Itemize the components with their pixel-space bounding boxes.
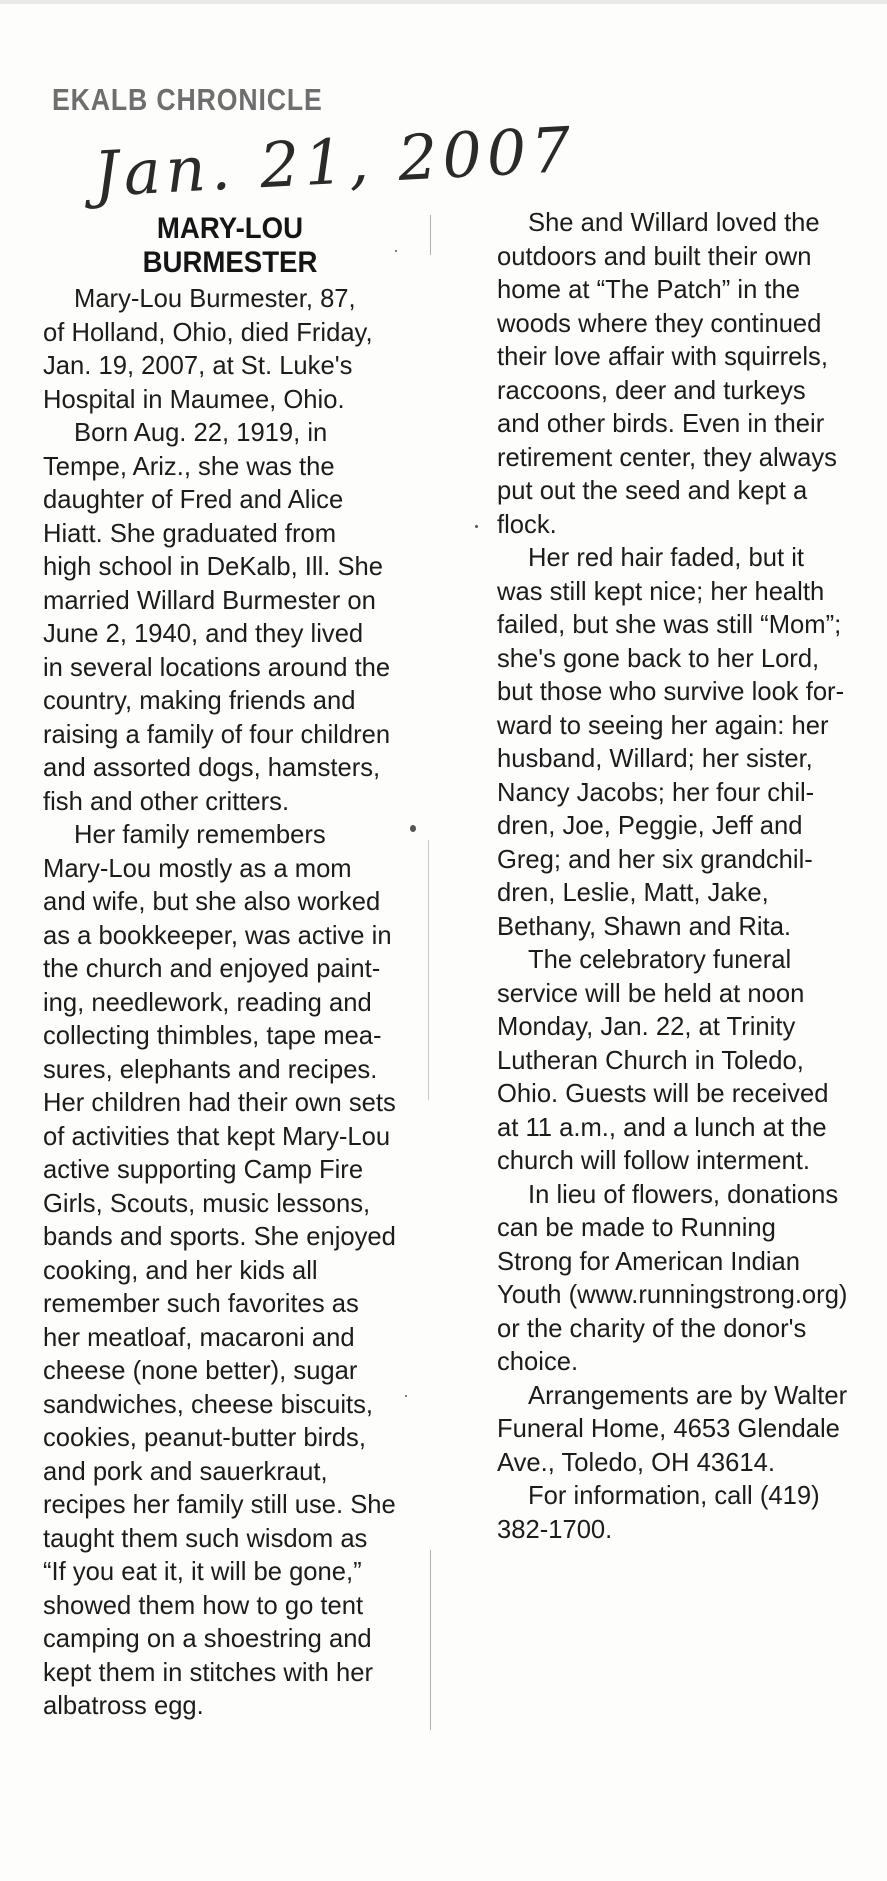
text-line: cooking, and her kids all [43, 1256, 318, 1285]
text-line: remember such favorites as [43, 1290, 359, 1318]
text-line: active supporting Camp Fire [43, 1156, 364, 1184]
text-line: Hospital in Maumee, Ohio. [43, 385, 345, 414]
text-line: Strong for American Indian [497, 1247, 801, 1276]
text-line: taught them such wisdom as [43, 1524, 368, 1553]
text-line: Youth (www.runningstrong.org) [497, 1281, 848, 1309]
text-line: raising a family of four children [43, 720, 391, 749]
text-line: daughter of Fred and Alice [43, 486, 344, 514]
text-line: in several locations around the [43, 653, 391, 682]
text-line: or the charity of the donor's [497, 1314, 807, 1343]
text-line: June 2, 1940, and they lived [43, 620, 364, 648]
column-rule-middle [428, 840, 429, 1100]
text-line: cookies, peanut-butter birds, [43, 1424, 366, 1452]
text-line: Nancy Jacobs; her four chil- [497, 778, 815, 807]
text-line: Born Aug. 22, 1919, in [74, 419, 328, 447]
text-line: Arrangements are by Walter [528, 1381, 848, 1410]
text-line: retirement center, they always [497, 443, 837, 472]
handwritten-date: Jan. 21, 2007 [92, 112, 578, 211]
text-line: home at “The Patch” in the [497, 276, 801, 304]
text-line: church will follow interment. [497, 1147, 810, 1175]
headline-line: BURMESTER [142, 246, 318, 279]
text-line: husband, Willard; her sister, [497, 745, 813, 773]
text-line: bands and sports. She enjoyed [43, 1223, 396, 1251]
text-line: Tempe, Ariz., she was the [43, 452, 335, 481]
text-line: In lieu of flowers, donations [528, 1180, 839, 1209]
text-line: ward to seeing her again: her [497, 711, 829, 740]
text-line: kept them in stitches with her [43, 1658, 374, 1687]
text-line: and assorted dogs, hamsters, [43, 754, 381, 782]
text-line: choice. [497, 1348, 579, 1376]
text-line: raccoons, deer and turkeys [497, 376, 806, 405]
text-line: cheese (none better), sugar [43, 1357, 358, 1385]
newspaper-masthead: EKALB CHRONICLE [52, 82, 323, 117]
text-line: Her children had their own sets [43, 1089, 396, 1117]
text-line: sandwiches, cheese biscuits, [43, 1390, 374, 1419]
text-line: woods where they continued [497, 309, 822, 338]
obituary-headline [55, 212, 405, 280]
text-line: camping on a shoestring and [43, 1625, 372, 1653]
ink-speck [475, 525, 478, 528]
headline-line: MARY-LOU [156, 212, 304, 245]
text-line: and other birds. Even in their [497, 410, 825, 438]
text-line: Girls, Scouts, music lessons, [43, 1189, 371, 1218]
text-line: 382-1700. [497, 1515, 613, 1544]
text-line: fish and other critters. [43, 787, 290, 816]
text-line: of activities that kept Mary-Lou [43, 1122, 391, 1151]
text-line: Ave., Toledo, OH 43614. [497, 1448, 775, 1477]
text-line: and pork and sauerkraut, [43, 1457, 328, 1486]
text-line: She and Willard loved the [528, 209, 820, 237]
text-line: Monday, Jan. 22, at Trinity [497, 1013, 796, 1041]
text-line: can be made to Running [497, 1214, 776, 1242]
column-rule-bottom [430, 1550, 431, 1730]
text-line: Ohio. Guests will be received [497, 1080, 829, 1108]
text-line: outdoors and built their own [497, 242, 812, 271]
text-line: recipes her family still use. She [43, 1491, 396, 1519]
text-line: Hiatt. She graduated from [43, 519, 337, 548]
text-line: Bethany, Shawn and Rita. [497, 912, 792, 941]
text-line: of Holland, Ohio, died Friday, [43, 318, 373, 347]
text-line: Jan. 19, 2007, at St. Luke's [43, 352, 353, 380]
text-line: For information, call (419) [528, 1482, 820, 1510]
text-line: Mary-Lou mostly as a mom [43, 854, 352, 883]
scan-top-edge [0, 0, 887, 4]
text-line: showed them how to go tent [43, 1591, 364, 1620]
text-line: put out the seed and kept a [497, 477, 808, 505]
text-line: their love affair with squirrels, [497, 343, 828, 371]
text-line: Lutheran Church in Toledo, [497, 1046, 804, 1075]
text-line: Her family remembers [74, 821, 326, 849]
text-line: at 11 a.m., and a lunch at the [497, 1113, 827, 1142]
text-line: failed, but she was still “Mom”; [497, 611, 842, 639]
text-line: dren, Joe, Peggie, Jeff and [497, 812, 803, 840]
text-line: Her red hair faded, but it [528, 544, 804, 572]
text-line: country, making friends and [43, 687, 356, 715]
text-line: service will be held at noon [497, 979, 805, 1008]
text-line: but those who survive look for- [497, 678, 845, 706]
text-line: ing, needlework, reading and [43, 988, 372, 1017]
column-rule-top [430, 215, 431, 255]
text-line: The celebratory funeral [528, 946, 792, 974]
text-line: her meatloaf, macaroni and [43, 1323, 355, 1352]
text-line: was still kept nice; her health [497, 577, 825, 606]
text-line: high school in DeKalb, Ill. She [43, 553, 384, 581]
text-line: Funeral Home, 4653 Glendale [497, 1415, 840, 1443]
text-line: she's gone back to her Lord, [497, 644, 820, 673]
text-line: Mary-Lou Burmester, 87, [74, 285, 356, 313]
text-line: as a bookkeeper, was active in [43, 921, 392, 950]
text-line: married Willard Burmester on [43, 586, 376, 615]
text-line: the church and enjoyed paint- [43, 955, 381, 983]
text-line: albatross egg. [43, 1692, 204, 1720]
text-line: flock. [497, 510, 557, 539]
text-line: and wife, but she also worked [43, 888, 381, 916]
text-line: collecting thimbles, tape mea- [43, 1022, 382, 1050]
text-line: “If you eat it, it will be gone,” [43, 1558, 362, 1586]
text-line: sures, elephants and recipes. [43, 1055, 378, 1084]
obituary-left-column [43, 283, 428, 1724]
obituary-right-column [497, 207, 877, 1547]
text-line: dren, Leslie, Matt, Jake, [497, 879, 769, 907]
text-line: Greg; and her six grandchil- [497, 845, 813, 874]
